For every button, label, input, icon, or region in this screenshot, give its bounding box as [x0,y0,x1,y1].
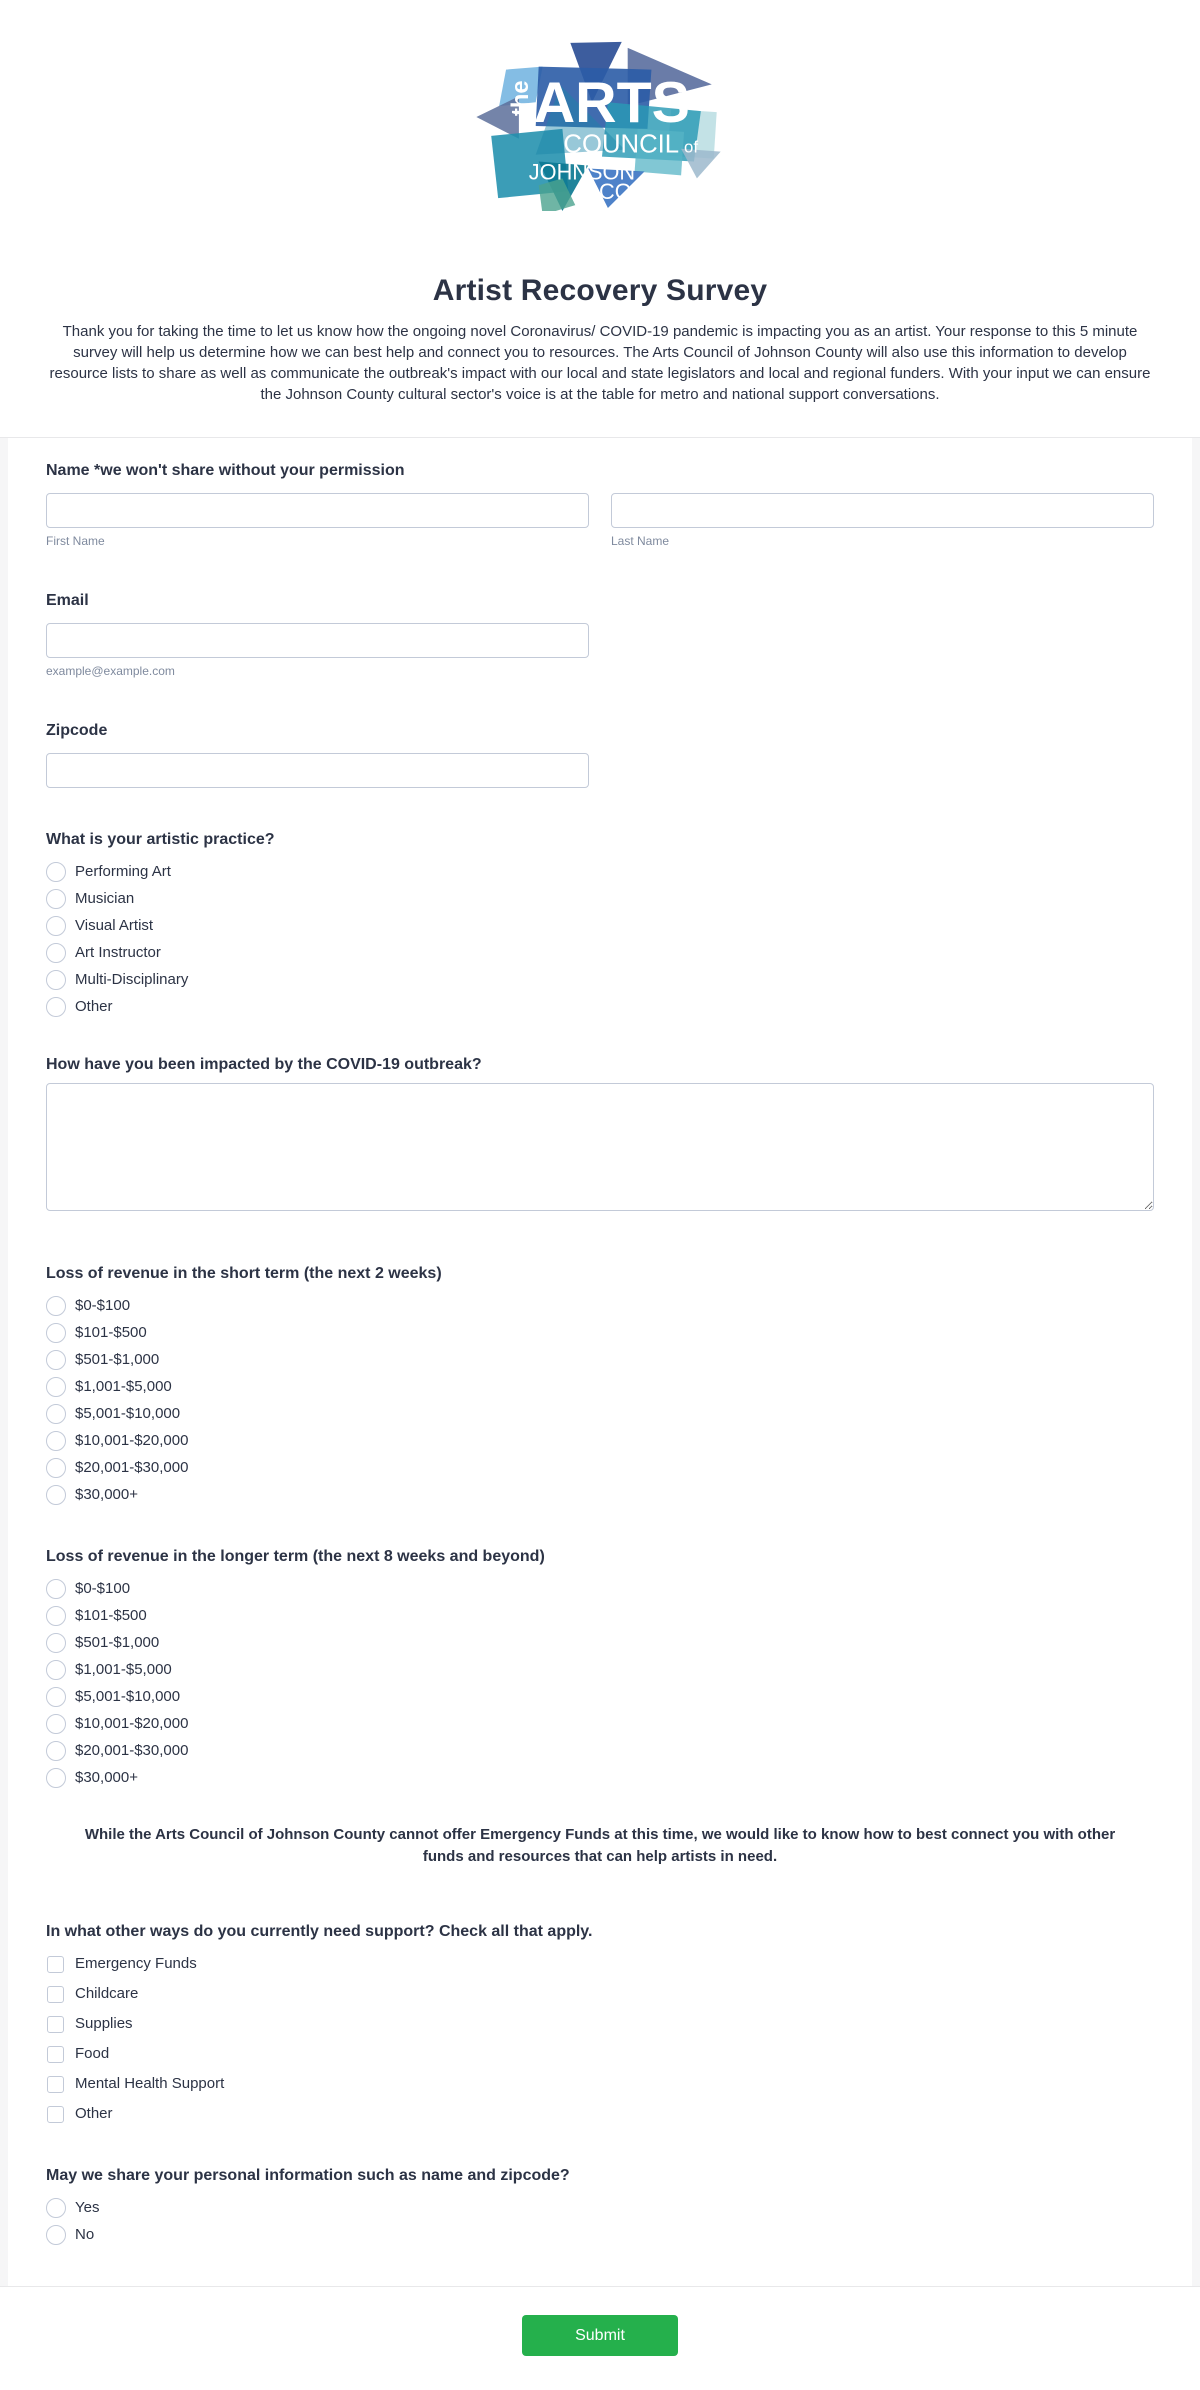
radio-option-label: Other [75,998,113,1015]
checkbox-option-label: Childcare [75,1985,139,2002]
radio-button[interactable] [46,997,66,1017]
radio-option-row[interactable] [46,997,113,1017]
radio-option-label: No [75,2226,95,2243]
radio-option-row[interactable] [46,1377,172,1397]
email-sublabel: example@example.com [46,664,175,678]
radio-option-label: Multi-Disciplinary [75,971,189,988]
radio-option-row[interactable] [46,1458,188,1478]
radio-option-label: Visual Artist [75,917,154,934]
logo-word-johnson: JOHNSON [528,159,636,185]
radio-option-row[interactable] [46,1579,130,1599]
checkbox-option-row[interactable] [46,1984,138,2004]
radio-option-label: Performing Art [75,863,171,880]
email-label: Email [46,592,89,609]
radio-option-row[interactable] [46,1431,188,1451]
radio-option-label: $30,000+ [75,1486,138,1503]
checkbox[interactable] [47,2046,64,2063]
radio-option-row[interactable] [46,2198,99,2218]
radio-button[interactable] [46,1633,66,1653]
submit-button[interactable]: Submit [522,2315,678,2356]
radio-option-row[interactable] [46,1687,180,1707]
radio-option-label: Musician [75,890,135,907]
logo-word-the: the [507,80,534,117]
support-needs-label: In what other ways do you currently need support? Check all that apply. [46,1923,593,1940]
radio-option-row[interactable] [46,1660,172,1680]
radio-option-row[interactable] [46,1714,188,1734]
radio-option-label: $5,001-$10,000 [75,1405,181,1422]
radio-option-row[interactable] [46,1606,147,1626]
question-artistic-practice [46,830,1154,1017]
artistic-practice-options [46,862,1154,1017]
checkbox[interactable] [47,1956,64,1973]
radio-option-row[interactable] [46,889,134,909]
support-needs-options [46,1954,1154,2124]
checkbox-option-row[interactable] [46,2044,109,2064]
covid-impact-label: How have you been impacted by the COVID-19 outbreak? [46,1056,482,1073]
radio-option-label: $501-$1,000 [75,1351,160,1368]
radio-option-row[interactable] [46,1323,147,1343]
radio-option-label: $0-$100 [75,1580,131,1597]
checkbox-option-label: Food [75,2045,110,2062]
covid-impact-textarea[interactable] [46,1083,1154,1211]
long-term-loss-options [46,1579,1154,1788]
question-share-info [46,2166,1154,2269]
checkbox[interactable] [47,2106,64,2123]
checkbox-option-row[interactable] [46,2104,113,2124]
arts-council-logo [475,31,725,211]
checkbox-option-label: Other [75,2105,113,2122]
question-short-term-loss [46,1264,1154,1505]
radio-option-label: $10,001-$20,000 [75,1715,189,1732]
form-header [0,0,1200,437]
radio-option-label: $20,001-$30,000 [75,1459,189,1476]
share-info-label: May we share your personal information such as name and zipcode? [46,2167,570,2184]
question-covid-impact [46,1055,1154,1216]
radio-button[interactable] [46,1741,66,1761]
checkbox-option-label: Supplies [75,2015,133,2032]
radio-button[interactable] [46,862,66,882]
page-title: Artist Recovery Survey [432,274,768,307]
radio-button[interactable] [46,2225,66,2245]
radio-button[interactable] [46,1485,66,1505]
radio-option-row[interactable] [46,1633,159,1653]
radio-option-label: $0-$100 [75,1297,131,1314]
zipcode-input[interactable] [46,753,589,788]
radio-option-row[interactable] [46,1485,138,1505]
radio-option-label: $1,001-$5,000 [75,1378,172,1395]
radio-option-label: $1,001-$5,000 [75,1661,172,1678]
svg-text:COUNCILof [563,131,698,159]
question-zipcode [46,721,1154,788]
radio-option-label: $10,001-$20,000 [75,1432,189,1449]
radio-option-row[interactable] [46,1741,188,1761]
radio-option-label: $30,000+ [75,1769,138,1786]
radio-option-label: $5,001-$10,000 [75,1688,181,1705]
radio-button[interactable] [46,2198,66,2218]
radio-option-label: Art Instructor [75,944,161,961]
radio-button[interactable] [46,1768,66,1788]
radio-option-label: $101-$500 [75,1607,147,1624]
radio-button[interactable] [46,1714,66,1734]
question-support-needs [46,1922,1154,2124]
checkbox[interactable] [47,1986,64,2003]
last-name-sublabel: Last Name [611,534,670,548]
radio-button[interactable] [46,943,66,963]
radio-button[interactable] [46,1296,66,1316]
radio-option-row[interactable] [46,943,161,963]
first-name-input[interactable] [46,493,589,528]
radio-button[interactable] [46,1606,66,1626]
logo-word-arts: ARTS [533,70,690,135]
intro-paragraph: Thank you for taking the time to let us know how the ongoing novel Coronavirus/ COVID-19 pandemic is impacting you as an artist. Your response to this 5 minute survey will help us determine how we can best help and connect you to resources. The Arts Council of Johnson County will also use this information to develop resource lists to share as well as communicate the outbreak's impact with our local and state legislators and local and regional funders. With your input we can ensure the Johnson County cultural sector's voice is at the table for metro and national support conversations. [49,323,1151,403]
radio-button[interactable] [46,1458,66,1478]
checkbox-option-row[interactable] [46,2074,224,2094]
logo-word-county: COUNTY [599,179,691,205]
radio-option-row[interactable] [46,1350,159,1370]
radio-option-row[interactable] [46,1296,130,1316]
share-info-options [46,2198,1154,2245]
logo-word-of: of [684,137,699,157]
radio-button[interactable] [46,1687,66,1707]
radio-button[interactable] [46,1323,66,1343]
zipcode-label: Zipcode [46,722,108,739]
form-footer [0,2287,1200,2390]
radio-button[interactable] [46,970,66,990]
radio-option-label: Yes [75,2199,100,2216]
radio-button[interactable] [46,1377,66,1397]
radio-option-label: $501-$1,000 [75,1634,160,1651]
checkbox[interactable] [47,2076,64,2093]
last-name-input[interactable] [611,493,1154,528]
long-term-loss-label: Loss of revenue in the longer term (the next 8 weeks and beyond) [46,1548,545,1565]
logo-word-council: COUNCIL [563,130,680,159]
checkbox-option-label: Emergency Funds [75,1955,197,1972]
radio-button[interactable] [46,1660,66,1680]
name-label: Name *we won't share without your permission [46,462,405,479]
radio-button[interactable] [46,1404,66,1424]
checkbox-option-row[interactable] [46,1954,197,1974]
radio-option-row[interactable] [46,1404,180,1424]
radio-button[interactable] [46,1431,66,1451]
question-name [46,461,1154,549]
question-email [46,591,1154,679]
short-term-loss-label: Loss of revenue in the short term (the next 2 weeks) [46,1265,442,1282]
radio-button[interactable] [46,1350,66,1370]
radio-option-label: $20,001-$30,000 [75,1742,189,1759]
radio-option-row[interactable] [46,916,153,936]
artistic-practice-label: What is your artistic practice? [46,831,275,848]
radio-button[interactable] [46,916,66,936]
radio-option-row[interactable] [46,2225,94,2245]
radio-option-row[interactable] [46,1768,138,1788]
emergency-funds-notice: While the Arts Council of Johnson County cannot offer Emergency Funds at this time, we would like to know how to best connect you with other funds and resources that can help artists in need. [84,1826,1116,1865]
question-long-term-loss [46,1547,1154,1788]
checkbox-option-row[interactable] [46,2014,133,2034]
first-name-sublabel: First Name [46,534,105,548]
radio-option-label: $101-$500 [75,1324,147,1341]
short-term-loss-options [46,1296,1154,1505]
checkbox[interactable] [47,2016,64,2033]
radio-button[interactable] [46,1579,66,1599]
checkbox-option-label: Mental Health Support [75,2075,225,2092]
radio-option-row[interactable] [46,970,188,990]
radio-button[interactable] [46,889,66,909]
radio-option-row[interactable] [46,862,171,882]
form-body-wrap [0,438,1200,2286]
survey-form [8,438,1192,2286]
email-input[interactable] [46,623,589,658]
